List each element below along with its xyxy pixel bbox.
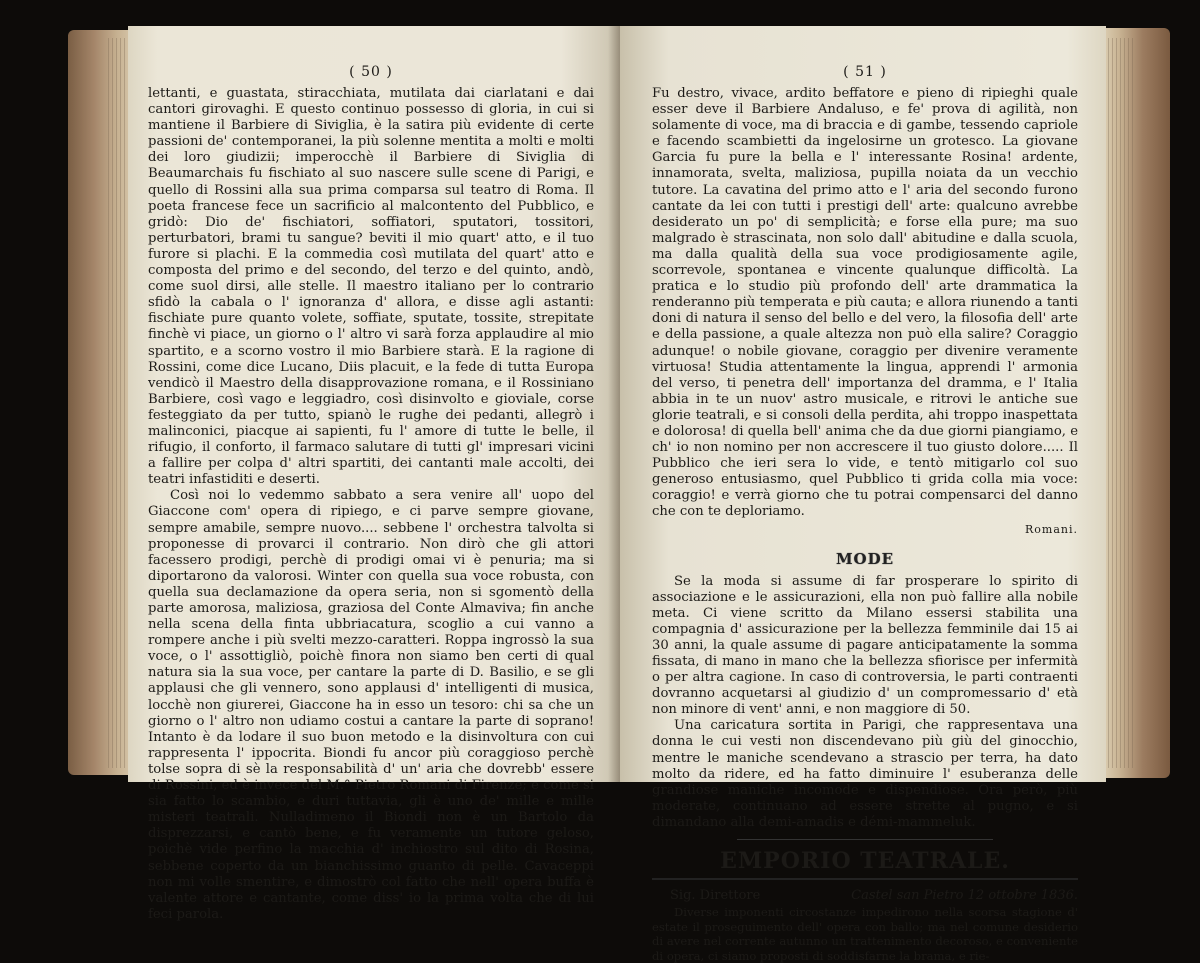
section-divider: [737, 839, 993, 840]
left-paragraph-1: lettanti, e guastata, stiracchiata, mutilata dai ciarlatani e dai cantori girovaghi. E questo continuo possesso di gloria, in cui si mantiene il Barbiere di Siviglia, è la satira più evidente di certe passioni de' contemporanei, la più solenne mentita a molti e molti dei loro giudizii; imperocchè il Barbiere di Siviglia di Beaumarchais fu fischiato al suo nascere sulle scene di Parigi, e quello di Rossini alla sua prima comparsa sul teatro di Roma. Il poeta francese fece un sacrificio al malcontento del Pubblico, e gridò: Dio de' fischiatori, soffiatori, sputatori, tossitori, perturbatori, brami tu sangue? beviti il mio quart' atto, e il tuo furore si plachi. E la commedia così mutilata del quart' atto e composta del primo e del secondo, del terzo e del quinto, andò, come suol dirsi, alle stelle. Il maestro italiano per lo contrario sfidò la cabala o l' ignoranza d' allora, e disse agli astanti: fischiate pure quanto volete, soffiate, sputate, tossite, strepitate finchè vi piace, un giorno o l' altro vi sarà forza applaudire al mio spartito, e a scorno vostro il mio Barbiere starà. E la ragione di Rossini, come dice Lucano, Diis placuit, e la fede di tutta Europa vendicò il Maestro della disapprovazione romana, e il Rossiniano Barbiere, così vago e leggiadro, così disinvolto e gioviale, corse festeggiato da per tutto, spianò le rughe dei pedanti, allegrò i malinconici, piacque ai sapienti, fu l' amore di tutte le belle, il rifugio, il conforto, il farmaco salutare di tutti gl' impresari vicini a fallire per colpa d' altri spartiti, dei cantanti male accolti, dei teatri infastiditi e deserti.: [148, 86, 594, 488]
mode-paragraph-2: Una caricatura sortita in Parigi, che rappresentava una donna le cui vesti non discendevano più giù del ginocchio, mentre le maniche scendevano a strascio per terra, ha dato molto da ridere, ed ha fatto diminuire l' esuberanza delle grandiose maniche incomode e dispendiose. Ora però, più moderate, continuano ad essere strette al pugno, e si dimandano alla demi-amadis e démi-mammeluk.: [652, 718, 1078, 830]
emporio-heading: EMPORIO TEATRALE.: [720, 848, 1010, 875]
letter-dateline: Castel san Pietro 12 ottobre 1836.: [851, 888, 1078, 904]
open-book: [68, 18, 1170, 963]
left-page-number: ( 50 ): [349, 64, 393, 80]
right-paragraph-1: Fu destro, vivace, ardito beffatore e pieno di ripieghi quale esser deve il Barbiere Andaluso, e fe' prova di agilità, non solamente di voce, ma di braccia e di gambe, tessendo capriole e facendo scambietti da ingelosirne un grotesco. La giovane Garcia fu pure la bella e l' interessante Rosina! ardente, innamorata, svelta, maliziosa, pupilla noiata da un vecchio tutore. La cavatina del primo atto e l' aria del secondo furono cantate da lei con tutti i prestigi dell' arte: qualcuno avrebbe desiderato un po' di semplicità; e forse ella pure; ma suo malgrado è strascinata, non solo dall' abitudine e dalla scuola, ma dalla qualità della sua voce prodigiosamente agile, scorrevole, spontanea e vincente qualunque difficoltà. La pratica e lo studio più profondo dell' arte drammatica la renderanno più temperata e più cauta; e allora riunendo a tanti doni di natura il senso del bello e del vero, la filosofia dell' arte e della passione, a quale altezza non può ella salire? Coraggio adunque! o nobile giovane, coraggio per divenire veramente virtuosa! Studia attentamente la lingua, apprendi l' armonia del verso, ti penetra dell' importanza del dramma, e l' Italia abbia in te un nuov' astro musicale, e ritrovi le antiche sue glorie teatrali, e si consoli della perdita, ahi troppo inaspettata e dolorosa! di quella bell' anima che da due giorni piangiamo, e ch' io non nomino per non accrescere il tuo giusto dolore..... Il Pubblico che ieri sera lo vide, e tentò mitigarlo col suo generoso entusiasmo, quel Pubblico ti grida colla mia voce: coraggio! e verrà giorno che tu potrai compensarci del danno che con te deploriamo.: [652, 86, 1078, 520]
right-page-number: ( 51 ): [843, 64, 887, 80]
letter-header: [670, 888, 1078, 903]
heading-underline: [652, 878, 1078, 880]
left-paragraph-2: Così noi lo vedemmo sabbato a sera venire all' uopo del Giaccone com' opera di ripiego, e ci parve sempre giovane, sempre amabile, sempre nuovo.... sebbene l' orchestra talvolta si proponesse di provarci il contrario. Non dirò che gli attori facessero prodigi, perchè di prodigi omai vi è penuria; ma si diportarono da valorosi. Winter con quella sua voce robusta, con quella sua declamazione da opera seria, non si sgomentò della parte amorosa, maliziosa, graziosa del Conte Almaviva; fin anche nella scena della finta ubbriacatura, scoglio a cui vanno a rompere anche i più svelti mezzo-caratteri. Roppa ingrossò la sua voce, o l' assottigliò, poichè finora non siamo ben certi di qual natura sia la sua voce, per cantare la parte di D. Basilio, e se gli applausi che gli vennero, sono applausi d' intelligenti di musica, locchè non giurerei, Giaccone ha in esso un tesoro: chi sa che un giorno o l' altro non udiamo costui a cantare la parte di soprano! Intanto è da lodare il suo buon metodo e la disinvoltura con cui rappresenta l' ippocrita. Biondi fu ancor più coraggioso perchè tolse sopra di sè la responsabilità d' un' aria che dovrebb' essere di Rossini, ed è invece del M.° Pietro Romani di Firenze; e come si sia fatto lo scambio, e duri tuttavia, gli è uno de' mille e mille misteri teatrali. Nulladimeno il Biondi non è un Bartolo da disprezzarsi, e cantò bene, e fu veramente un tutore geloso, poichè vide perfino la macchia d' inchiostro sul dito di Rosina, sebbene coperto da un bianchissimo guanto di pelle. Cavaceppi non mi volle smentire, e dimostrò col fatto che nell' opera buffa è valente attore e cantante, come diss' io la prima volta che di lui feci parola.: [148, 488, 594, 922]
emporio-text: [652, 905, 1078, 963]
left-page-text: [148, 86, 594, 923]
page-edges-right: [1104, 38, 1134, 768]
right-page: [620, 26, 1106, 963]
letter-salutation: Sig. Direttore: [670, 888, 761, 904]
mode-paragraph-1: Se la moda si assume di far prosperare lo spirito di associazione e le assicurazioni, ella non può fallire alla nobile meta. Ci viene scritto da Milano essersi stabilita una compagnia d' assicurazione per la bellezza femminile dai 15 ai 30 anni, la quale assume di pagare anticipatamente la somma fissata, di mano in mano che la bellezza sfiorisce per infermità o per altra cagione. In caso di controversia, le parti contraenti dovranno acquetarsi al giudizio d' un compromessario d' età non minore di vent' anni, e non maggiore di 50.: [652, 573, 1078, 718]
right-page-text: [652, 86, 1078, 521]
left-page: [128, 26, 620, 922]
emporio-paragraph: Diverse imponenti circostanze impedirono nella scorsa stagione d' estate il proseguimento dell' opera con ballo; ma nel comune desiderio di avere nel corrente autunno un trattenimento decoroso, e conveniente di opera, ci siamo proposti di soddisfarne la brama, e rie-: [652, 905, 1078, 963]
article-signature: Romani.: [1025, 522, 1078, 536]
mode-heading: MODE: [835, 549, 895, 568]
mode-text: [652, 574, 1078, 832]
